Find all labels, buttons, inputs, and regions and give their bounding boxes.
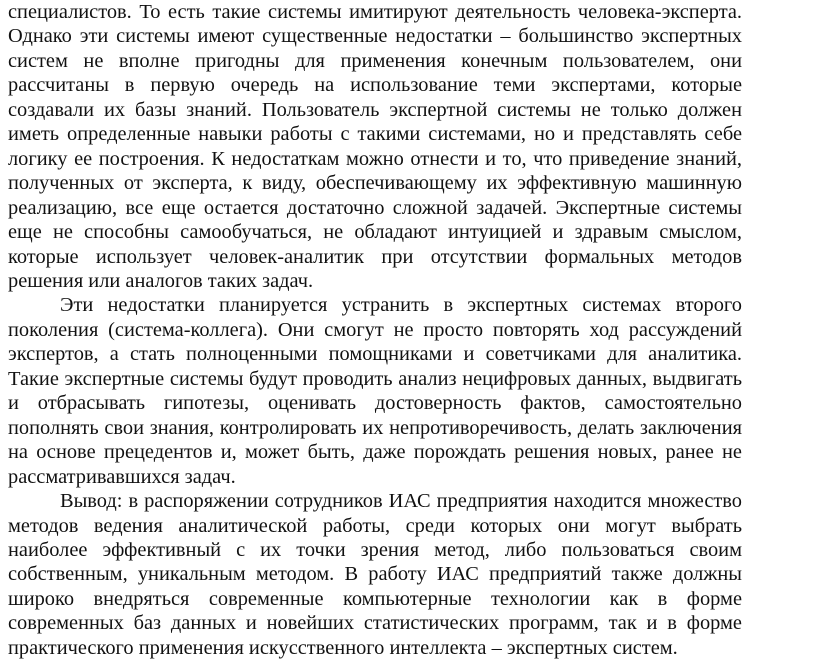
paragraph-second-generation: Эти недостатки планируется устранить в экспертных системах второго поколения (система-коллега). Они смогут не просто повторять ход рассуждений экспертов, а стать полноценными помощниками и советчиками для аналитика. Такие экспертные системы будут проводить анализ нецифровых данных, выдвигать и отбрасывать гипотезы, оценивать достоверность фактов, самостоятельно пополнять свои знания, контролировать их непротиворечивость, делать заключения на основе прецедентов и, может быть, даже порождать решения новых, ранее не рассматривавшихся задач. (8, 294, 742, 488)
paragraph-conclusion: Вывод: в распоряжении сотрудников ИАС предприятия находится множество методов ведения аналитической работы, среди которых они могут выбрать наиболее эффективный с их точки зрения метод, либо пользоваться своим собственным, уникальным методом. В работу ИАС предприятий также должны широко внедряться современные компьютерные технологии как в форме современных баз данных и новейших статистических программ, так и в форме практического применения искусственного интеллекта – экспертных систем. (8, 490, 742, 659)
document-page (8, 0, 742, 660)
paragraph-expert-systems-drawbacks: специалистов. То есть такие системы имитируют деятельность человека-эксперта. Однако эти системы имеют существенные недостатки – большинство экспертных систем не вполне пригодны для применения конечным пользователем, они рассчитаны в первую очередь на использование теми экспертами, которые создавали их базы знаний. Пользователь экспертной системы не только должен иметь определенные навыки работы с такими системами, но и представлять себе логику ее построения. К недостаткам можно отнести и то, что приведение знаний, полученных от эксперта, к виду, обеспечивающему их эффективную машинную реализацию, все еще остается достаточно сложной задачей. Экспертные системы еще не способны самообучаться, не обладают интуицией и здравым смыслом, которые использует человек-аналитик при отсутствии формальных методов решения или аналогов таких задач. (8, 1, 742, 292)
